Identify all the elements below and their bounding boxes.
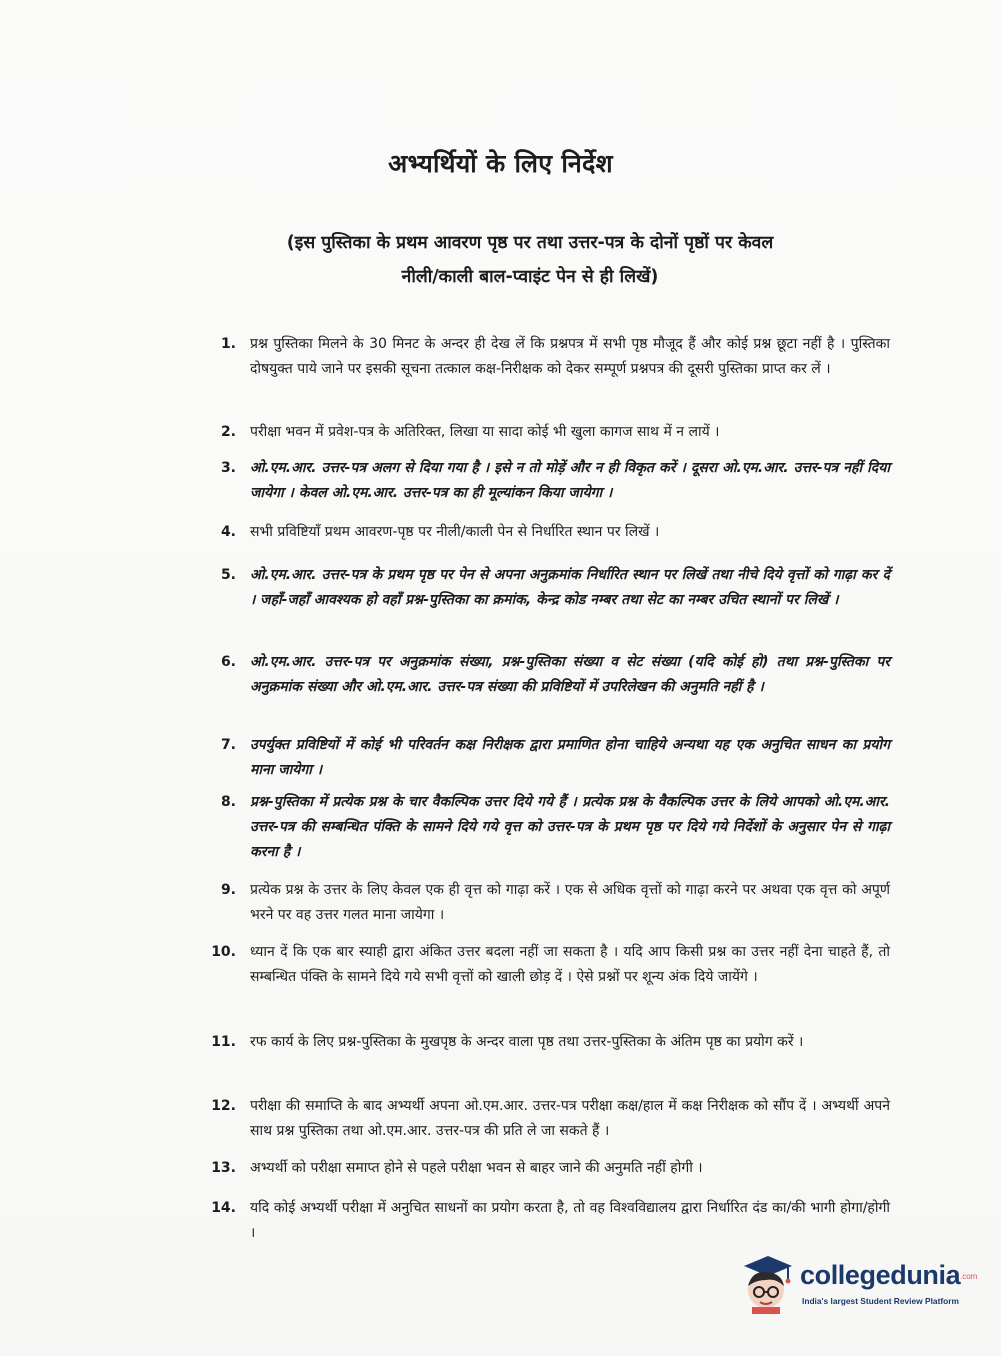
instruction-number: 1. bbox=[220, 336, 236, 352]
instruction-text: परीक्षा की समाप्ति के बाद अभ्यर्थी अपना ओ.एम.आर. उत्तर-पत्र परीक्षा कक्ष/हाल में कक्ष निरीक्षक को सौंप दें । अभ्यर्थी अपने साथ प्रश्न पुस्तिका तथा ओ.एम.आर. उत्तर-पत्र की प्रति ले जा सकते हैं । bbox=[250, 1098, 890, 1139]
instruction-text: प्रत्येक प्रश्न के उत्तर के लिए केवल एक ही वृत्त को गाढ़ा करें । एक से अधिक वृत्तों को गाढ़ा करने पर अथवा एक वृत्त को अपूर्ण भरने पर वह उत्तर गलत माना जायेगा । bbox=[250, 882, 890, 923]
brand-suffix: .com bbox=[960, 1272, 978, 1281]
brand-tagline: India's largest Student Review Platform bbox=[802, 1296, 959, 1306]
instruction-number: 14. bbox=[211, 1200, 236, 1216]
instruction-text: यदि कोई अभ्यर्थी परीक्षा में अनुचित साधनों का प्रयोग करता है, तो वह विश्वविद्यालय द्वारा निर्धारित दंड का/की भागी होगा/होगी । bbox=[250, 1200, 890, 1241]
instruction-text: ओ.एम.आर. उत्तर-पत्र पर अनुक्रमांक संख्या, प्रश्न-पुस्तिका संख्या व सेट संख्या (यदि कोई हो) तथा प्रश्न-पुस्तिका पर अनुक्रमांक संख्या और ओ.एम.आर. उत्तर-पत्र संख्या की प्रविष्टियों में उपरिलेखन की अनुमति नहीं है । bbox=[250, 654, 890, 695]
instruction-text: प्रश्न-पुस्तिका में प्रत्येक प्रश्न के चार वैकल्पिक उत्तर दिये गये हैं । प्रत्येक प्रश्न के वैकल्पिक उत्तर के लिये आपको ओ.एम.आर. उत्तर-पत्र की सम्बन्धित पंक्ति के सामने दिये गये वृत्त को उत्तर-पत्र के प्रथम पृष्ठ पर दिये गये निर्देशों के अनुसार पेन से गाढ़ा करना है । bbox=[250, 794, 890, 860]
page-title: अभ्यर्थियों के लिए निर्देश bbox=[388, 149, 613, 178]
instruction-number: 8. bbox=[220, 794, 236, 810]
instruction-number: 13. bbox=[211, 1160, 236, 1176]
subtitle-line-2: नीली/काली बाल-प्वाइंट पेन से ही लिखें) bbox=[401, 267, 659, 287]
instruction-text: उपर्युक्त प्रविष्टियों में कोई भी परिवर्तन कक्ष निरीक्षक द्वारा प्रमाणित होना चाहिये अन्यथा यह एक अनुचित साधन का प्रयोग माना जायेगा । bbox=[250, 737, 890, 778]
instruction-number: 6. bbox=[220, 654, 236, 670]
instruction-text: अभ्यर्थी को परीक्षा समाप्त होने से पहले परीक्षा भवन से बाहर जाने की अनुमति नहीं होगी । bbox=[250, 1160, 703, 1176]
instruction-text: प्रश्न पुस्तिका मिलने के 30 मिनट के अन्दर ही देख लें कि प्रश्नपत्र में सभी पृष्ठ मौजूद हैं और कोई प्रश्न छूटा नहीं है । पुस्तिका दोषयुक्त पाये जाने पर इसकी सूचना तत्काल कक्ष-निरीक्षक को देकर सम्पूर्ण प्रश्नपत्र की दूसरी पुस्तिका प्राप्त कर लें । bbox=[250, 336, 890, 377]
instruction-text: ध्यान दें कि एक बार स्याही द्वारा अंकित उत्तर बदला नहीं जा सकता है । यदि आप किसी प्रश्न का उत्तर नहीं देना चाहते हैं, तो सम्बन्धित पंक्ति के सामने दिये गये सभी वृत्तों को खाली छोड़ दें । ऐसे प्रश्नों पर शून्य अंक दिये जायेंगे । bbox=[250, 944, 890, 985]
instruction-number: 5. bbox=[220, 567, 236, 583]
instruction-number: 12. bbox=[211, 1098, 236, 1114]
collegedunia-watermark bbox=[738, 1252, 978, 1314]
instruction-text: ओ.एम.आर. उत्तर-पत्र अलग से दिया गया है । इसे न तो मोड़ें और न ही विकृत करें । दूसरा ओ.एम.आर. उत्तर-पत्र नहीं दिया जायेगा । केवल ओ.एम.आर. उत्तर-पत्र का ही मूल्यांकन किया जायेगा । bbox=[250, 460, 890, 501]
instruction-number: 9. bbox=[220, 882, 236, 898]
instruction-number: 7. bbox=[220, 737, 236, 753]
instruction-text: ओ.एम.आर. उत्तर-पत्र के प्रथम पृष्ठ पर पेन से अपना अनुक्रमांक निर्धारित स्थान पर लिखें तथा नीचे दिये वृत्तों को गाढ़ा कर दें । जहाँ-जहाँ आवश्यक हो वहाँ प्रश्न-पुस्तिका का क्रमांक, केन्द्र कोड नम्बर तथा सेट का नम्बर उचित स्थानों पर लिखें । bbox=[250, 567, 890, 608]
instruction-number: 11. bbox=[211, 1034, 236, 1050]
instruction-text: सभी प्रविष्टियाँ प्रथम आवरण-पृष्ठ पर नीली/काली पेन से निर्धारित स्थान पर लिखें । bbox=[250, 524, 660, 540]
instruction-text: रफ कार्य के लिए प्रश्न-पुस्तिका के मुखपृष्ठ के अन्दर वाला पृष्ठ तथा उत्तर-पुस्तिका के अंतिम पृष्ठ का प्रयोग करें । bbox=[250, 1034, 804, 1050]
subtitle-line-1: (इस पुस्तिका के प्रथम आवरण पृष्ठ पर तथा उत्तर-पत्र के दोनों पृष्ठों पर केवल bbox=[286, 233, 774, 253]
brand-name: collegedunia bbox=[800, 1260, 961, 1290]
instruction-number: 3. bbox=[220, 460, 236, 476]
instruction-text: परीक्षा भवन में प्रवेश-पत्र के अतिरिक्त, लिखा या सादा कोई भी खुला कागज साथ में न लायें । bbox=[250, 424, 720, 440]
instruction-number: 4. bbox=[220, 524, 236, 540]
instruction-number: 10. bbox=[211, 944, 236, 960]
collegedunia-mascot-icon bbox=[738, 1252, 798, 1314]
instruction-number: 2. bbox=[220, 424, 236, 440]
